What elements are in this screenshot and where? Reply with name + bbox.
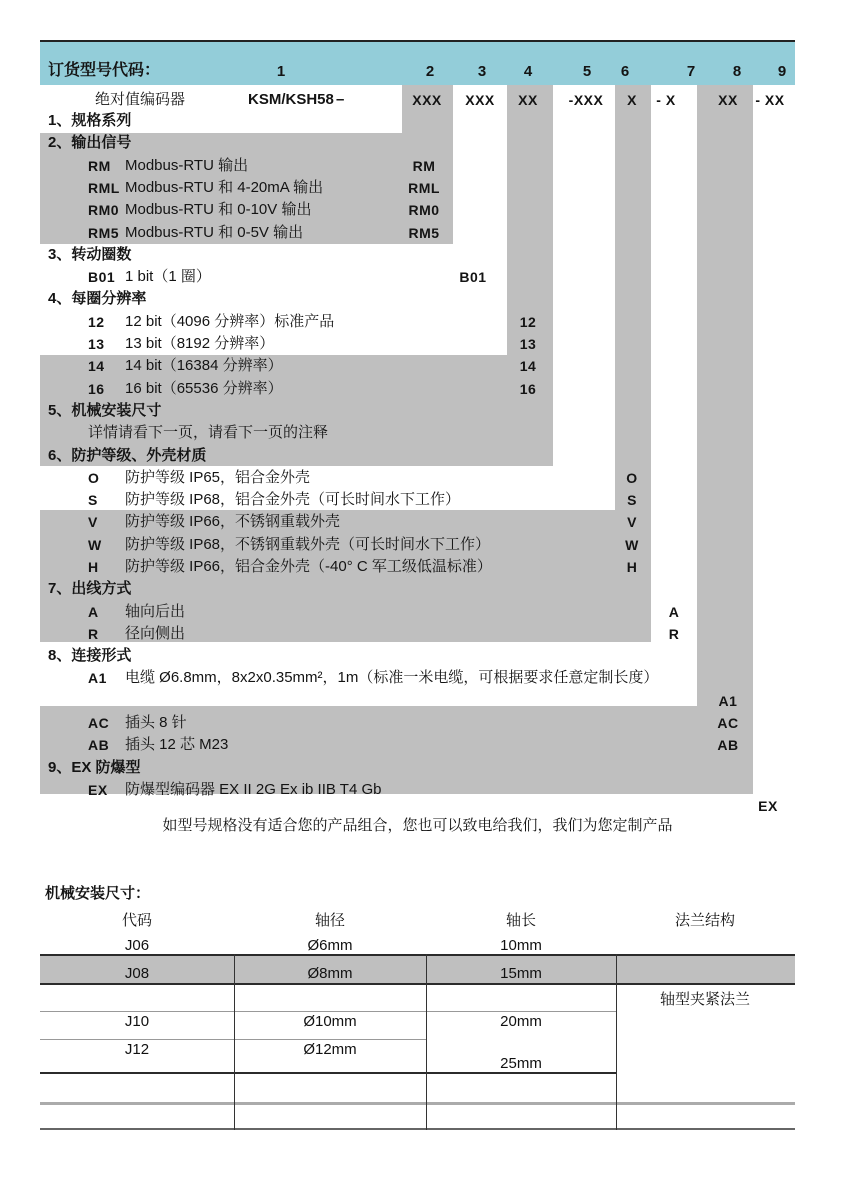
mount-row-len: 20mm [500, 1013, 542, 1030]
option-desc: 防护等级 IP68，铝合金外壳（可长时间水下工作） [125, 491, 461, 508]
option-code-echo: R [668, 626, 680, 642]
section-header: 5、机械安装尺寸 [48, 402, 162, 419]
mount-row-code: J08 [124, 965, 150, 982]
option-code: 16 [88, 381, 105, 397]
column-stripe-8 [697, 85, 753, 794]
option-code: B01 [88, 269, 116, 285]
option-code-echo: 12 [519, 314, 537, 330]
column-number: 6 [620, 63, 630, 80]
option-desc: 16 bit（65536 分辨率） [125, 380, 283, 397]
mount-table-title: 机械安装尺寸： [45, 885, 151, 902]
mount-row-code: J06 [124, 937, 150, 954]
option-code-echo: B01 [459, 269, 487, 285]
mount-col-header-code: 代码 [121, 912, 153, 929]
option-code: RM0 [88, 202, 120, 218]
option-code-echo: H [626, 559, 638, 575]
mount-col-header-len: 轴长 [505, 912, 537, 929]
option-code: RM [88, 158, 111, 174]
mount-row-dia: Ø8mm [307, 965, 353, 982]
option-code: R [88, 626, 99, 642]
option-desc: 轴向后出 [125, 603, 186, 620]
option-code-echo: O [626, 470, 638, 486]
table-vline-2 [426, 954, 427, 1130]
table-rule-gray [40, 1102, 795, 1105]
option-desc: Modbus-RTU 和 0-10V 输出 [125, 201, 312, 218]
option-desc: 防护等级 IP68，不锈钢重载外壳（可长时间水下工作） [125, 536, 491, 553]
section-header: 3、转动圈数 [48, 246, 132, 263]
section-header: 4、每圈分辨率 [48, 290, 147, 307]
column-number: 7 [686, 63, 696, 80]
option-code: AC [88, 715, 110, 731]
option-code-echo: RML [408, 180, 440, 196]
option-code: S [88, 492, 98, 508]
mount-row-code: J10 [124, 1013, 150, 1030]
table-rule-thick-2 [40, 983, 795, 985]
option-code: A1 [88, 670, 107, 686]
mount-row-dia: Ø10mm [303, 1013, 357, 1030]
column-placeholder: - X [656, 92, 676, 108]
option-desc: 防护等级 IP65，铝合金外壳 [125, 469, 311, 486]
option-desc: 径向侧出 [125, 625, 186, 642]
option-code-echo: RM0 [408, 202, 440, 218]
option-code: W [88, 537, 102, 553]
option-code-echo: V [627, 514, 637, 530]
column-placeholder: X [627, 92, 637, 108]
column-placeholder: - XX [755, 92, 785, 108]
mount-row-len: 25mm [500, 1055, 542, 1072]
table-gray-row-band [40, 956, 795, 983]
table-rule-thick-3 [40, 1072, 616, 1074]
option-code-echo: RM [412, 158, 436, 174]
option-code: EX [88, 782, 108, 798]
custom-order-note: 如型号规格没有适合您的产品组合，您也可以致电给我们，我们为您定制产品 [162, 817, 673, 834]
section-note: 详情请看下一页，请看下一页的注释 [88, 424, 329, 441]
option-code-echo: W [625, 537, 639, 553]
section-header: 1、规格系列 [48, 112, 132, 129]
section-header: 2、输出信号 [48, 134, 132, 151]
option-code: RM5 [88, 225, 120, 241]
option-code-echo: 14 [519, 358, 537, 374]
option-desc: Modbus-RTU 和 4-20mA 输出 [125, 179, 324, 196]
mount-col-header-flange: 法兰结构 [674, 912, 736, 929]
mount-row-len: 15mm [500, 965, 542, 982]
option-desc: 插头 12 芯 M23 [125, 736, 229, 753]
option-desc: 防护等级 IP66，铝合金外壳（-40° C 军工级低温标准） [125, 558, 492, 575]
option-desc: 1 bit（1 圈） [125, 268, 211, 285]
mount-row-dia: Ø12mm [303, 1041, 357, 1058]
section-header: 6、防护等级、外壳材质 [48, 447, 207, 464]
option-code: O [88, 470, 100, 486]
option-desc: Modbus-RTU 输出 [125, 157, 249, 174]
mount-row-dia: Ø6mm [307, 937, 353, 954]
option-code-echo: A1 [718, 693, 738, 709]
column-placeholder: XX [718, 92, 738, 108]
option-desc: 13 bit（8192 分辨率） [125, 335, 275, 352]
table-vline-3 [616, 954, 617, 1130]
product-code-dash: – [336, 91, 345, 108]
section-header: 7、出线方式 [48, 580, 132, 597]
option-desc: 12 bit（4096 分辨率）标准产品 [125, 313, 335, 330]
option-code-echo: RM5 [408, 225, 440, 241]
option-code: V [88, 514, 98, 530]
mount-row-len: 10mm [500, 937, 542, 954]
option-code-echo: A [668, 604, 680, 620]
option-code: RML [88, 180, 120, 196]
option-code-echo: 16 [519, 381, 537, 397]
column-number: 1 [276, 63, 286, 80]
table-rule-thin-2 [40, 1039, 426, 1040]
column-placeholder: XX [518, 92, 538, 108]
column-number: 2 [425, 63, 435, 80]
column-number: 3 [477, 63, 487, 80]
table-rule-bottom [40, 1128, 795, 1130]
table-vline-1 [234, 954, 235, 1130]
option-code-echo: 13 [519, 336, 537, 352]
option-code-echo: AB [717, 737, 739, 753]
order-code-title: 订货型号代码： [48, 62, 161, 79]
option-code: 14 [88, 358, 105, 374]
flange-type-cell: 轴型夹紧法兰 [659, 991, 751, 1008]
section-header: 9、EX 防爆型 [48, 759, 141, 776]
column-number: 8 [732, 63, 742, 80]
option-code: H [88, 559, 99, 575]
product-label: 绝对值编码器 [95, 91, 186, 108]
option-code: 12 [88, 314, 105, 330]
product-code: KSM/KSH58 [248, 91, 334, 108]
option-desc: 14 bit（16384 分辨率） [125, 357, 283, 374]
option-code: 13 [88, 336, 105, 352]
option-desc: Modbus-RTU 和 0-5V 输出 [125, 224, 304, 241]
option-code-echo: AC [717, 715, 739, 731]
column-placeholder: -XXX [568, 92, 604, 108]
option-desc: 防爆型编码器 EX II 2G Ex ib IIB T4 Gb [125, 781, 382, 798]
column-number: 4 [523, 63, 533, 80]
column-placeholder: XXX [412, 92, 442, 108]
option-code: A [88, 604, 99, 620]
option-desc: 电缆 Ø6.8mm，8x2x0.35mm²，1m（标准一米电缆，可根据要求任意定制长度） [125, 669, 659, 686]
column-placeholder: XXX [465, 92, 495, 108]
option-code-echo: S [627, 492, 637, 508]
option-code: AB [88, 737, 110, 753]
option-desc: 插头 8 针 [125, 714, 187, 731]
column-number: 5 [582, 63, 592, 80]
mount-row-code: J12 [124, 1041, 150, 1058]
column-number: 9 [777, 63, 787, 80]
option-desc: 防护等级 IP66，不锈钢重载外壳 [125, 513, 341, 530]
option-code-echo: EX [758, 798, 778, 814]
section-header: 8、连接形式 [48, 647, 132, 664]
mount-col-header-dia: 轴径 [314, 912, 346, 929]
